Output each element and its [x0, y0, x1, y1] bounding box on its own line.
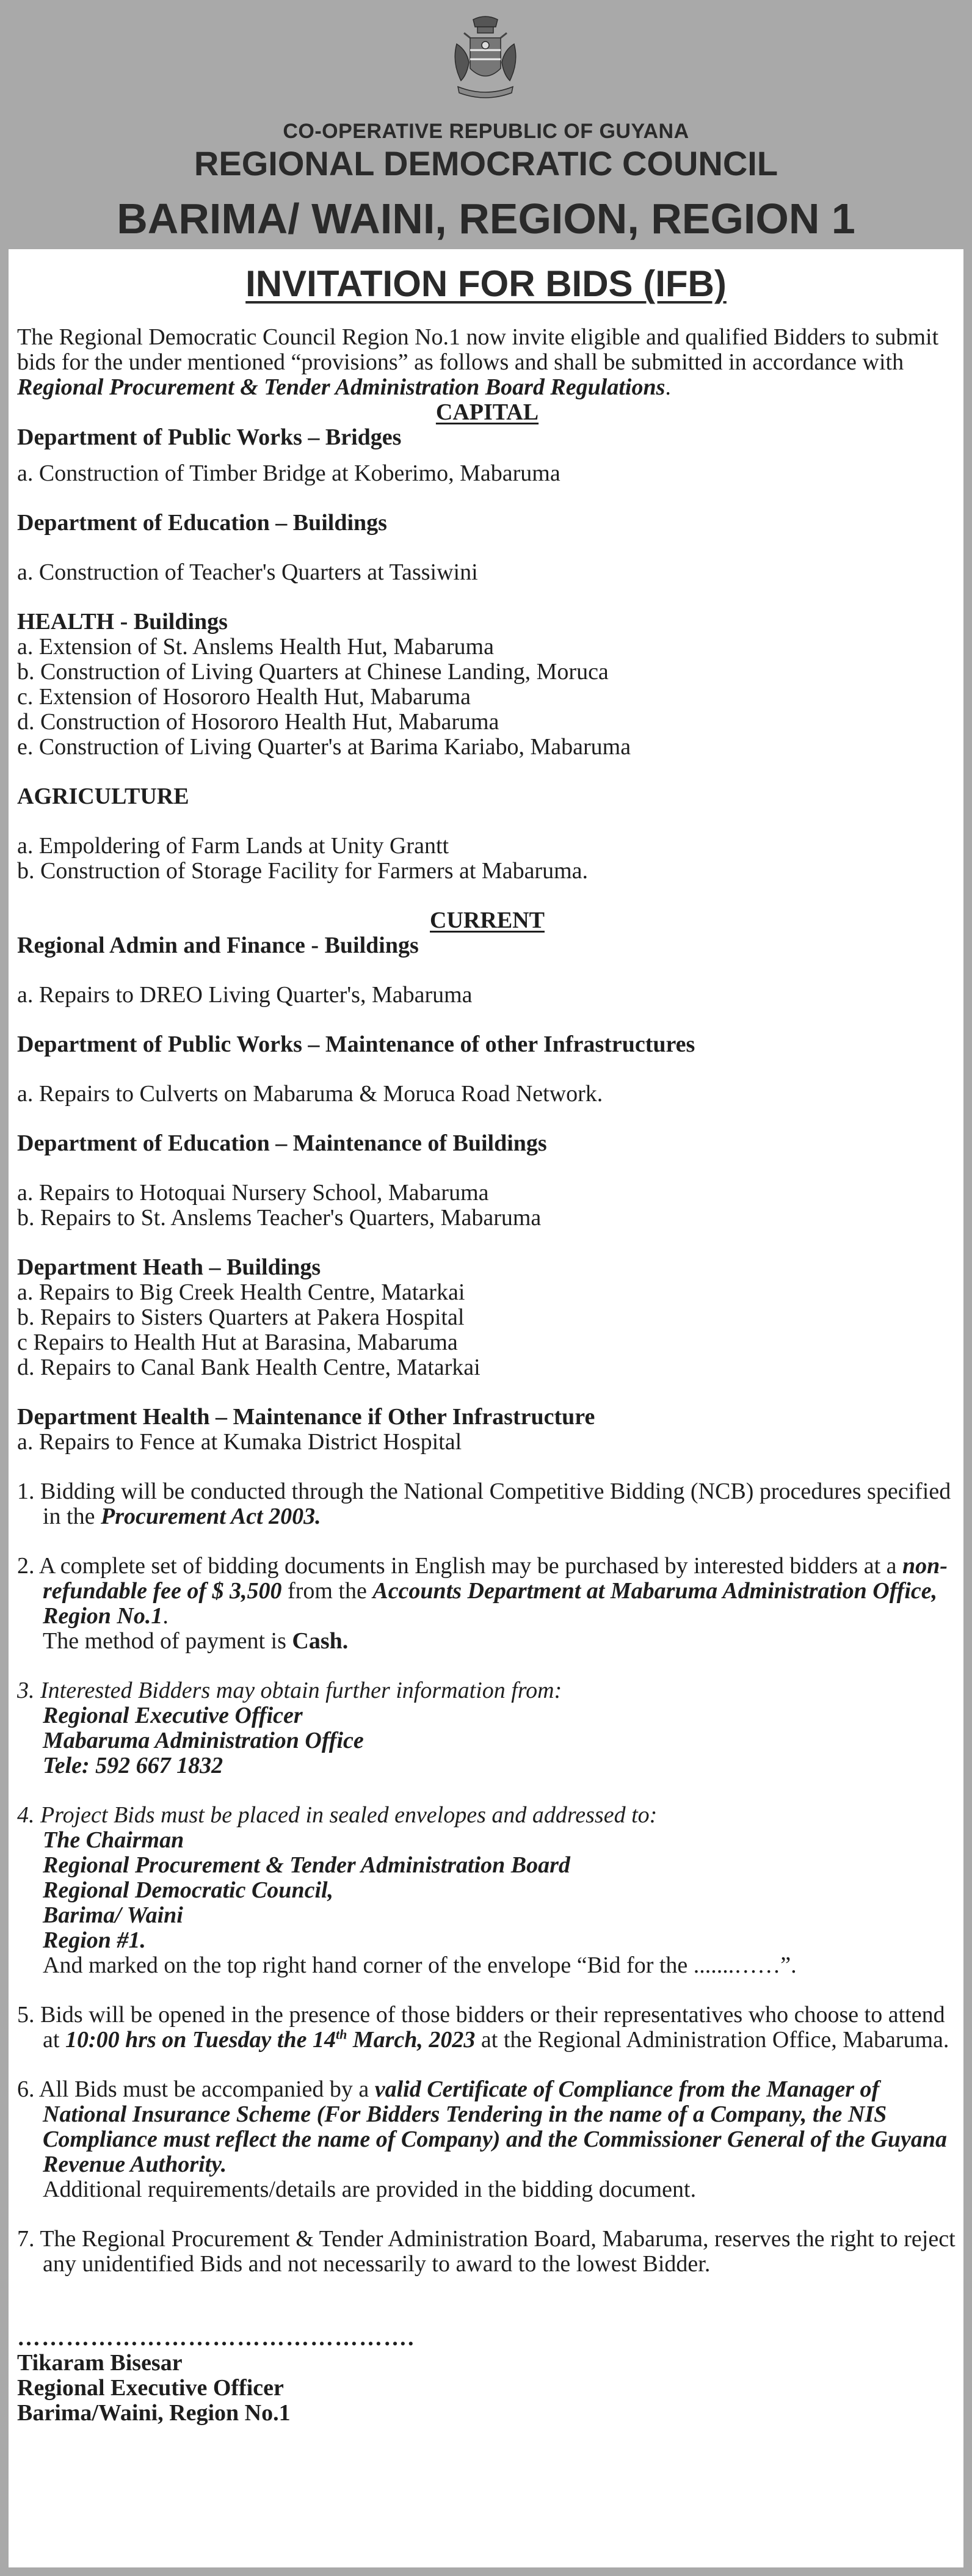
- clause-6-additional: Additional requirements/details are provided in the bidding document.: [43, 2177, 697, 2202]
- clause-text: 1. Bidding will be conducted through the National Competitive Bidding (NCB) procedures specified in the: [17, 1479, 951, 1529]
- address-line: Regional Procurement & Tender Administration Board: [43, 1852, 570, 1878]
- list-item: a. Repairs to DREO Living Quarter's, Mabaruma: [17, 982, 473, 1008]
- clause-emphasis: valid Certificate of Compliance from the Manager of National Insurance Scheme (For Bidders Tendering in the name of a Company, the NIS Compliance must reflect the name of Company) and the Commissioner General of the Guyana Revenue Authority.: [43, 2076, 947, 2177]
- section-title: Regional Admin and Finance - Buildings: [17, 933, 419, 958]
- section-title: Department of Education – Buildings: [17, 510, 387, 536]
- capital-heading: CAPITAL: [435, 399, 539, 425]
- list-item: a. Extension of St. Anslems Health Hut, Mabaruma: [17, 634, 494, 660]
- clause-emphasis: Procurement Act 2003.: [100, 1504, 321, 1529]
- list-item: a. Empoldering of Farm Lands at Unity Grantt: [17, 833, 449, 859]
- coat-of-arms-icon: [440, 13, 531, 105]
- list-item: a. Construction of Teacher's Quarters at Tassiwini: [17, 559, 478, 585]
- list-item: b. Repairs to St. Anslems Teacher's Quarters, Mabaruma: [17, 1205, 542, 1231]
- contact-line: Regional Executive Officer: [43, 1703, 303, 1728]
- payment-value: Cash.: [292, 1628, 349, 1654]
- contact-line: Tele: 592 667 1832: [43, 1753, 223, 1778]
- list-item: a. Repairs to Big Creek Health Centre, Matarkai: [17, 1279, 465, 1305]
- section-title: AGRICULTURE: [17, 784, 189, 809]
- clause-5: [17, 2003, 957, 2053]
- intro-paragraph: [17, 325, 957, 400]
- list-item: b. Construction of Living Quarters at Chinese Landing, Moruca: [17, 659, 609, 685]
- address-line: The Chairman: [43, 1827, 184, 1853]
- signatory-name: Tikaram Bisesar: [17, 2350, 183, 2376]
- region-name: BARIMA/ WAINI, REGION, REGION 1: [117, 195, 855, 242]
- page-title: INVITATION FOR BIDS (IFB): [245, 263, 727, 304]
- address-line: Barima/ Waini: [43, 1902, 183, 1928]
- signature-line: ………………………………………….: [17, 2325, 415, 2351]
- section-title: Department Heath – Buildings: [17, 1254, 321, 1280]
- list-item: b. Repairs to Sisters Quarters at Pakera Hospital: [17, 1304, 465, 1330]
- list-item: c Repairs to Health Hut at Barasina, Mabaruma: [17, 1330, 458, 1355]
- clause-3-intro: 3. Interested Bidders may obtain further information from:: [17, 1678, 562, 1703]
- clause-4-intro: 4. Project Bids must be placed in sealed envelopes and addressed to:: [17, 1802, 658, 1828]
- list-item: e. Construction of Living Quarter's at Barima Kariabo, Mabaruma: [17, 734, 631, 760]
- document-body: [17, 325, 957, 2426]
- address-line: Regional Democratic Council,: [43, 1877, 334, 1903]
- document-header: [0, 0, 972, 249]
- republic-name: CO-OPERATIVE REPUBLIC OF GUYANA: [283, 120, 689, 143]
- list-item: b. Construction of Storage Facility for Farmers at Mabaruma.: [17, 858, 589, 884]
- clause-text: 6. All Bids must be accompanied by a: [17, 2076, 375, 2102]
- clause-text: 2. A complete set of bidding documents in English may be purchased by interested bidders at a: [17, 1553, 903, 1579]
- clause-text: at the Regional Administration Office, Mabaruma.: [475, 2027, 949, 2053]
- list-item: d. Construction of Hosororo Health Hut, Mabaruma: [17, 709, 499, 735]
- contact-line: Mabaruma Administration Office: [43, 1728, 364, 1753]
- section-title: HEALTH - Buildings: [17, 609, 228, 635]
- clause-7: 7. The Regional Procurement & Tender Administration Board, Mabaruma, reserves the right to reject any unidentified Bids and not necessarily to award to the lowest Bidder.: [17, 2226, 956, 2277]
- clause-emphasis: Accounts Department at Mabaruma Administration Office, Region No.1: [43, 1578, 938, 1629]
- clause-text: .: [162, 1603, 169, 1629]
- payment-method: [17, 1629, 957, 1654]
- intro-end: .: [665, 374, 671, 400]
- intro-text: The Regional Democratic Council Region No.1 now invite eligible and qualified Bidders to submit bids for the under mentioned “provisions” as follows and shall be submitted in accordance with: [17, 324, 939, 375]
- signatory-location: Barima/Waini, Region No.1: [17, 2400, 291, 2426]
- list-item: a. Construction of Timber Bridge at Koberimo, Mabaruma: [17, 460, 560, 486]
- list-item: c. Extension of Hosororo Health Hut, Mabaruma: [17, 684, 471, 710]
- signatory-position: Regional Executive Officer: [17, 2375, 284, 2401]
- clause-superscript: th: [335, 2026, 347, 2042]
- clause-2: [17, 1554, 957, 1629]
- section-title: Department of Public Works – Bridges: [17, 424, 402, 450]
- clause-emphasis: non-refundable fee of $ 3,500: [43, 1553, 948, 1604]
- clause-text: from the: [281, 1578, 373, 1604]
- clause-text: 5. Bids will be opened in the presence of those bidders or their representatives who choose to attend at: [17, 2002, 945, 2053]
- clause-1: [17, 1479, 957, 1529]
- section-title: Department of Public Works – Maintenance of other Infrastructures: [17, 1031, 695, 1057]
- intro-emphasis: Regional Procurement & Tender Administration Board Regulations: [17, 374, 666, 400]
- list-item: a. Repairs to Culverts on Mabaruma & Moruca Road Network.: [17, 1081, 603, 1107]
- section-title: Department of Education – Maintenance of Buildings: [17, 1130, 547, 1156]
- section-title: Department Health – Maintenance if Other Infrastructure: [17, 1404, 595, 1430]
- current-heading: CURRENT: [430, 908, 545, 933]
- list-item: a. Repairs to Fence at Kumaka District Hospital: [17, 1429, 462, 1455]
- list-item: d. Repairs to Canal Bank Health Centre, Matarkai: [17, 1355, 481, 1380]
- envelope-marking: And marked on the top right hand corner of the envelope “Bid for the .......……”.: [43, 1952, 797, 1978]
- payment-text: The method of payment is: [43, 1628, 292, 1654]
- list-item: a. Repairs to Hotoquai Nursery School, Mabaruma: [17, 1180, 489, 1206]
- clause-emphasis: 10:00 hrs on Tuesday the 14: [65, 2027, 336, 2053]
- address-line: Region #1.: [43, 1927, 146, 1953]
- clause-6: [17, 2077, 957, 2177]
- clause-emphasis: March, 2023: [347, 2027, 476, 2053]
- council-name: REGIONAL DEMOCRATIC COUNCIL: [194, 144, 778, 183]
